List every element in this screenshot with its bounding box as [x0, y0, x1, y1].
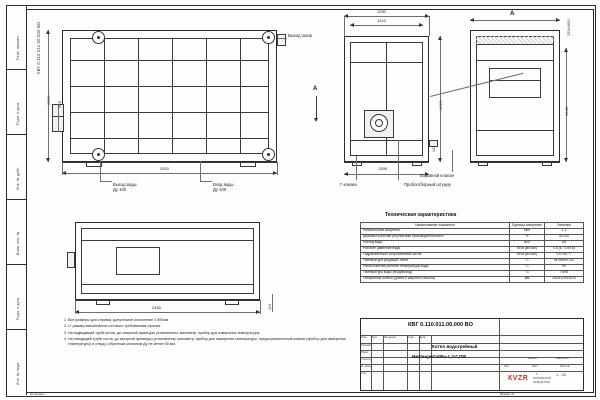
callout-sampling-fitting: Пробоотборный штуцер — [404, 182, 451, 187]
stamp-row-label-2: Т.контр. — [361, 357, 372, 361]
top-designation-label: КВГ 0.110.011.00.000 ВО — [36, 21, 41, 74]
sheet-footer-note: Формат A1 — [500, 392, 515, 396]
front-dim-2020: 2020 — [46, 95, 51, 105]
top-view-hatch-panel — [116, 247, 160, 275]
stamp-row-label-1: Пров. — [361, 350, 369, 354]
table-row — [361, 276, 584, 282]
rear-dim-1540: 1540 — [564, 106, 569, 116]
front-dim-2920: 2920 — [160, 166, 169, 171]
tech-cell-unit: МПа (кгс/см²) — [510, 252, 545, 258]
tech-cell-value: 2920/1290/2020 — [545, 276, 584, 282]
left-margin-label-0: Инв. № подл. — [16, 361, 20, 385]
note-item: 4. На отводящей трубе котла, до запорной арматуры установлены: манометр, прибор для измерения температуры, предохранительный клапан (прибор для измерения температуры) и отвод с обратным клапаном Ду не менее 50 мм. — [68, 337, 350, 347]
note-item: 2. L*-размер выполняется согласно требованиям горелки. — [68, 324, 350, 329]
tech-cell-unit: % — [510, 234, 545, 240]
stamp-row-label-3: Н. контр. — [361, 364, 373, 368]
tech-cell-name: Рабочее давление воды — [361, 246, 510, 252]
tech-cell-name: Номинальная мощность — [361, 228, 510, 234]
callout-g-hook: Г-клевка — [340, 182, 357, 187]
stamp-row-label-4: Утв. — [361, 371, 367, 375]
callout-flue-gas-outlet: Выход газов — [288, 33, 312, 38]
drawing-title-line2: Heatexpert-КВа-1,3-Г,ЛЖ — [412, 354, 467, 359]
left-margin-label-5: Перв. примен. — [16, 34, 20, 60]
rear-dim-250-800: 250±800 — [566, 19, 571, 36]
stamp-col-header-4: Дата — [419, 335, 426, 339]
left-margin-label-1: Подп. и дата — [16, 297, 20, 320]
tech-cell-unit: м³/ч — [510, 240, 545, 246]
stamp-col-header-2: № докум. — [384, 335, 397, 339]
section-inner-chamber — [489, 68, 541, 98]
section-mark-a-right: A — [510, 11, 515, 17]
tech-cell-name: Температура воды (вход/выход) — [361, 270, 510, 276]
stamp-col-header-1: Лист — [371, 335, 378, 339]
callout-water-outlet: Выход воды Ду 100 — [113, 182, 137, 193]
top-dim-2450: 2450 — [152, 305, 161, 310]
tech-cell-value: не более 220 — [545, 258, 584, 264]
company-sub-1: КОТЕЛЬНЫЙ — [533, 377, 552, 380]
tech-cell-value: 40-100 — [545, 234, 584, 240]
left-margin-label-2: Взам. инв. № — [16, 231, 20, 255]
tech-cell-name: Диапазон рабочей регулировки производительности — [361, 234, 510, 240]
stamp-mass-label: Масса — [528, 356, 537, 360]
copy-note: Копировал — [30, 392, 45, 396]
side-dim-1395: 1395 — [378, 166, 387, 171]
tech-cell-value: 70/95 — [545, 270, 584, 276]
stamp-scale-value: 1 : 20 — [556, 372, 567, 377]
tech-characteristics-table — [360, 222, 584, 283]
tech-cell-unit: МВт — [510, 228, 545, 234]
company-sub-2: ЗАВОД РЭМ — [533, 381, 550, 384]
drawing-designation: КВГ 0.110.011.00.000 ВО — [408, 322, 473, 328]
stamp-sheet-label: Лист — [532, 364, 539, 368]
tech-cell-name: Расположение рабочей температуры воды — [361, 264, 510, 270]
tech-header-2: Значение — [545, 223, 584, 229]
top-dim-115: 115 — [268, 303, 272, 310]
title-block — [360, 318, 584, 391]
tech-cell-name: Гидравлическое сопротивление котла — [361, 252, 510, 258]
stamp-row-label-0: Разраб. — [361, 343, 372, 347]
stamp-lit-label: Лит. — [504, 364, 510, 368]
tech-cell-name: Температура уходящих газов — [361, 258, 510, 264]
tech-cell-unit: °С — [510, 270, 545, 276]
tech-cell-unit: °С — [510, 258, 545, 264]
tech-cell-value: н/з — [545, 240, 584, 246]
tech-cell-unit: МПа (кгс/см²) — [510, 246, 545, 252]
flue-gas-outlet — [277, 34, 286, 46]
side-dim-1210: 1210 — [377, 18, 386, 23]
tech-cell-unit: °С — [510, 264, 545, 270]
tech-cell-value: 1,3 — [545, 228, 584, 234]
left-margin-label-4: Подп. и дата — [16, 102, 20, 125]
section-mark-a-front: A — [313, 86, 318, 92]
callout-explosion-valve-text: Взрывной клапан — [420, 173, 454, 178]
tech-cell-value: 0,0705 / 7 — [545, 252, 584, 258]
tech-cell-name: Габаритные колеса (длина и ширина и высота) — [361, 276, 510, 282]
tech-header-1: Единица измерения — [510, 223, 545, 229]
tech-cell-value: 0,6 (6 - 0,69,8) — [545, 246, 584, 252]
stamp-sheets-label: Листов — [560, 364, 570, 368]
tech-cell-name: Расход воды — [361, 240, 510, 246]
tech-header-0: Наименование показателя — [361, 223, 510, 229]
side-dim-125: 125 — [432, 145, 436, 152]
stamp-col-header-0: Изм. — [361, 335, 368, 339]
stamp-scale-label: Масштаб — [556, 356, 569, 360]
drawing-title-line1: Котел водогрейный — [432, 344, 478, 349]
note-item: 1. Все размеры для справок, допустимое отклонение ± 500мм — [68, 318, 350, 323]
note-item: 3. На подводящей трубе котла, до запорной арматуры установлены: манометр, прибор для измерения температуры. — [68, 331, 350, 336]
stamp-sheet-value: 1 — [536, 372, 538, 376]
notes-block — [60, 318, 350, 349]
left-margin-label-3: Инв. № дубл. — [16, 166, 20, 190]
front-dim-365: 365 — [57, 100, 62, 108]
stamp-col-header-3: Подп. — [407, 335, 415, 339]
left-margin-column — [6, 5, 27, 395]
section-hatch-top — [476, 36, 554, 44]
callout-water-inlet: Вход воды Ду 100 — [213, 182, 234, 193]
company-logo: КVZR — [508, 375, 529, 382]
tech-table-title: Техническая характеристика — [385, 212, 457, 218]
tech-cell-value: 95 — [545, 264, 584, 270]
side-dim-1920: 1920 — [438, 100, 443, 110]
tech-cell-unit: мм — [510, 276, 545, 282]
side-dim-1290: 1290 — [377, 9, 386, 14]
